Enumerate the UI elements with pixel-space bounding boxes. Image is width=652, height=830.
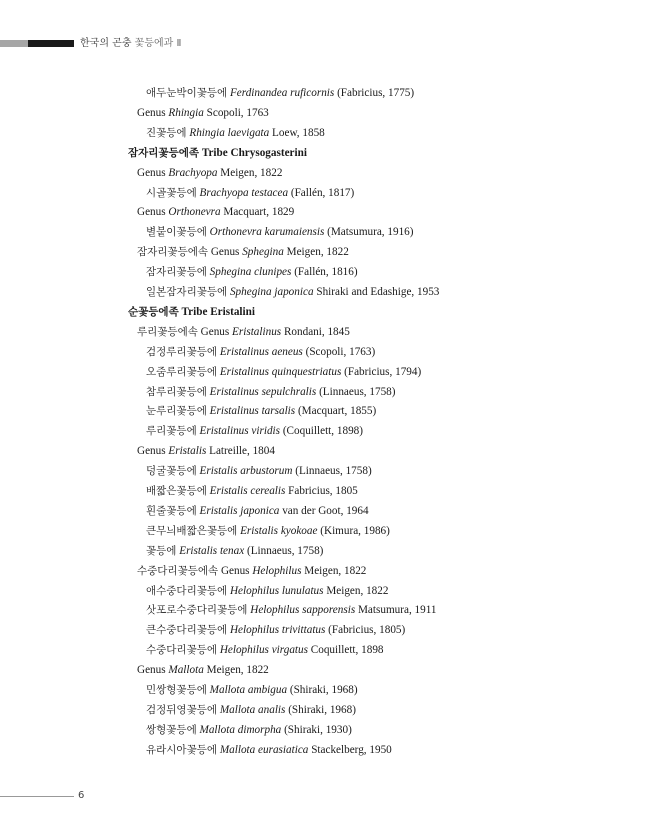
genus-name: Sphegina	[229, 286, 272, 298]
korean-name: 민쌍형꽃등에	[146, 684, 207, 696]
korean-name: 삿포로수중다리꽃등에	[146, 604, 248, 617]
korean-name: 검정뒤영꽃등에	[146, 703, 218, 716]
genus-name: Helophilus	[229, 584, 280, 597]
genus-name: Eristalis	[240, 524, 279, 537]
genus-name: Rhingia	[168, 106, 204, 119]
genus-name: Eristalis	[179, 544, 218, 557]
species-entry	[146, 126, 325, 140]
species-epithet: laevigata	[227, 126, 270, 139]
author-citation: Stackelberg, 1950	[311, 743, 392, 756]
genus-name: Eristalinus	[199, 425, 249, 438]
genus-name: Brachyopa	[168, 166, 218, 179]
species-entry	[146, 524, 390, 538]
author-citation: Meigen, 1822	[326, 584, 389, 597]
genus-name: Eristalinus	[209, 405, 259, 418]
author-citation: (Macquart, 1855)	[297, 405, 377, 418]
species-entry	[146, 743, 392, 757]
genus-name: Eristalinus	[219, 345, 269, 358]
species-entry	[146, 603, 437, 617]
korean-name: 순꽃등에족	[128, 305, 179, 318]
author-citation: (Fallén, 1817)	[290, 186, 355, 199]
genus-name: Rhingia	[189, 126, 225, 139]
species-entry	[146, 404, 376, 418]
species-entry	[146, 703, 356, 717]
genus-entry: 잠자리꽃등에속 Genus Sphegina Meigen, 1822	[137, 246, 349, 259]
genus-name: Mallota	[219, 703, 256, 716]
genus-name: Eristalis	[209, 485, 248, 497]
author-citation: van der Goot, 1964	[282, 504, 369, 517]
species-epithet: kyokoae	[280, 524, 318, 537]
tribe-entry	[128, 146, 307, 160]
author-citation: Latreille, 1804	[209, 445, 275, 458]
korean-name: 흰줄꽃등에	[146, 504, 197, 517]
korean-name: 수중다리꽃등에	[146, 644, 218, 657]
genus-entry: Genus Mallota Meigen, 1822	[137, 664, 269, 677]
korean-name: 잠자리꽃등에족	[128, 146, 200, 159]
species-entry	[146, 365, 421, 379]
species-entry	[146, 544, 323, 558]
page-number: 6	[78, 790, 85, 801]
species-epithet: karumaiensis	[264, 226, 325, 239]
author-citation: Shiraki and Edashige, 1953	[316, 286, 440, 298]
species-entry	[146, 225, 414, 239]
tribe-name: Tribe Eristalini	[181, 305, 255, 318]
author-citation: (Coquillett, 1898)	[282, 425, 363, 438]
species-epithet: japonica	[274, 286, 314, 298]
species-entry	[146, 584, 388, 598]
korean-name: 검정루리꽃등에	[146, 345, 218, 358]
korean-name: 별붙이꽃등에	[146, 226, 207, 239]
korean-name: 배짧은꽃등에	[146, 485, 207, 497]
genus-name: Mallota	[168, 664, 204, 677]
genus-name: Brachyopa	[199, 186, 249, 199]
species-epithet: trivittatus	[281, 624, 326, 637]
author-citation: (Shiraki, 1968)	[289, 684, 358, 696]
korean-name: 유라시아꽃등에	[146, 743, 218, 756]
species-epithet: ambigua	[247, 684, 288, 696]
korean-name: 눈루리꽃등에	[146, 405, 207, 418]
author-citation: Meigen, 1822	[304, 564, 367, 577]
species-entry	[146, 345, 375, 359]
species-epithet: dimorpha	[237, 723, 282, 736]
genus-entry: Genus Eristalis Latreille, 1804	[137, 445, 275, 458]
author-citation: Meigen, 1822	[206, 664, 269, 677]
genus-name: Eristalis	[199, 504, 238, 517]
species-entry	[146, 464, 372, 478]
korean-name: 덩굴꽃등에	[146, 465, 197, 478]
species-entry	[146, 643, 384, 657]
genus-name: Sphegina	[242, 246, 284, 259]
species-epithet: sepulchralis	[261, 385, 317, 398]
genus-name: Sphegina	[209, 266, 252, 279]
korean-name: 오줌루리꽃등에	[146, 365, 218, 378]
author-citation: (Matsumura, 1916)	[327, 226, 414, 239]
species-epithet: eurasiatica	[258, 743, 309, 756]
genus-name: Eristalinus	[232, 325, 282, 338]
genus-name: Helophilus	[250, 604, 300, 617]
species-epithet: arbustorum	[240, 465, 293, 478]
korean-name: 진꽃등에	[146, 126, 187, 139]
korean-name: 시골꽃등에	[146, 186, 197, 199]
species-epithet: aeneus	[271, 345, 303, 358]
header-title	[80, 37, 181, 51]
korean-name: 루리꽃등에속	[137, 325, 198, 338]
species-epithet: tenax	[219, 544, 245, 557]
species-entry	[146, 623, 405, 637]
genus-name: Ferdinandea	[229, 87, 288, 99]
korean-name: 잠자리꽃등에속	[137, 246, 209, 259]
genus-name: Orthonevra	[209, 226, 262, 239]
genus-name: Helophilus	[252, 564, 302, 577]
genus-name: Mallota	[219, 743, 256, 756]
species-epithet: clunipes	[254, 266, 292, 279]
genus-entry: Genus Rhingia Scopoli, 1763	[137, 106, 269, 119]
species-entry	[146, 504, 369, 518]
species-epithet: virgatus	[271, 644, 308, 657]
genus-entry: 수중다리꽃등에속 Genus Helophilus Meigen, 1822	[137, 564, 367, 577]
genus-name: Mallota	[199, 723, 235, 736]
author-citation: (Scopoli, 1763)	[305, 345, 376, 358]
species-epithet: tarsalis	[261, 405, 296, 418]
korean-name: 애수중다리꽃등에	[146, 584, 228, 597]
species-entry	[146, 186, 354, 200]
genus-name: Eristalinus	[219, 365, 269, 378]
author-citation: Macquart, 1829	[223, 206, 295, 219]
book-subtitle: 꽃등에과 Ⅱ	[134, 38, 182, 49]
species-entry	[146, 424, 363, 438]
species-epithet: testacea	[251, 186, 289, 199]
running-header	[0, 37, 652, 51]
author-citation: (Fabricius, 1775)	[337, 87, 415, 99]
species-entry	[146, 265, 358, 279]
korean-name: 큰무늬배짧은꽃등에	[146, 524, 238, 537]
author-citation: Meigen, 1822	[286, 246, 349, 259]
korean-name: 큰수중다리꽃등에	[146, 624, 228, 637]
tribe-name: Tribe Chrysogasterini	[201, 146, 307, 159]
korean-name: 참루리꽃등에	[146, 385, 207, 398]
genus-name: Helophilus	[229, 624, 280, 637]
header-bar-dark	[28, 40, 74, 47]
header-bar-light	[0, 40, 28, 47]
korean-name: 잠자리꽃등에	[146, 266, 207, 279]
korean-name: 루리꽃등에	[146, 425, 197, 438]
korean-name: 일본잠자리꽃등에	[146, 286, 228, 298]
species-epithet: japonica	[240, 504, 280, 517]
footer-rule	[0, 796, 74, 797]
genus-name: Eristalis	[168, 445, 207, 458]
author-citation: Rondani, 1845	[283, 325, 350, 338]
author-citation: (Fallén, 1816)	[294, 266, 358, 279]
species-entry	[146, 385, 396, 399]
genus-name: Orthonevra	[168, 206, 221, 219]
species-epithet: sapporensis	[302, 604, 356, 617]
author-citation: Meigen, 1822	[220, 166, 283, 179]
author-citation: (Kimura, 1986)	[320, 524, 390, 537]
genus-name: Mallota	[209, 684, 246, 696]
author-citation: (Linnaeus, 1758)	[246, 544, 324, 557]
species-entry	[146, 484, 358, 498]
genus-entry: 루리꽃등에속 Genus Eristalinus Rondani, 1845	[137, 325, 350, 338]
genus-name: Eristalinus	[209, 385, 259, 398]
korean-name: 애두눈박이꽃등에	[146, 87, 228, 99]
genus-name: Eristalis	[199, 465, 238, 478]
author-citation: (Fabricius, 1805)	[328, 624, 406, 637]
species-entry	[146, 86, 414, 100]
author-citation: Matsumura, 1911	[357, 604, 437, 617]
species-epithet: viridis	[251, 425, 281, 438]
author-citation: (Shiraki, 1930)	[284, 723, 352, 736]
author-citation: Coquillett, 1898	[310, 644, 384, 657]
korean-name: 수중다리꽃등에속	[137, 564, 219, 577]
species-epithet: quinquestriatus	[271, 365, 342, 378]
genus-name: Helophilus	[219, 644, 269, 657]
korean-name: 쌍형꽃등에	[146, 723, 197, 736]
book-title: 한국의 곤충	[80, 38, 132, 49]
author-citation: Scopoli, 1763	[206, 106, 269, 119]
author-citation: (Shiraki, 1968)	[288, 703, 356, 716]
species-epithet: lunulatus	[281, 584, 324, 597]
genus-entry: Genus Orthonevra Macquart, 1829	[137, 206, 295, 219]
species-epithet: ruficornis	[290, 87, 335, 99]
species-entry	[146, 723, 352, 737]
species-entry	[146, 285, 439, 299]
species-epithet: cerealis	[250, 485, 286, 497]
tribe-entry	[128, 305, 255, 319]
genus-entry: Genus Brachyopa Meigen, 1822	[137, 166, 283, 179]
species-epithet: analis	[258, 703, 286, 716]
author-citation: (Linnaeus, 1758)	[295, 465, 372, 478]
author-citation: Fabricius, 1805	[288, 485, 358, 497]
author-citation: (Linnaeus, 1758)	[319, 385, 396, 398]
author-citation: Loew, 1858	[272, 126, 325, 139]
korean-name: 꽃등에	[146, 544, 177, 557]
author-citation: (Fabricius, 1794)	[344, 365, 422, 378]
species-entry	[146, 683, 358, 697]
